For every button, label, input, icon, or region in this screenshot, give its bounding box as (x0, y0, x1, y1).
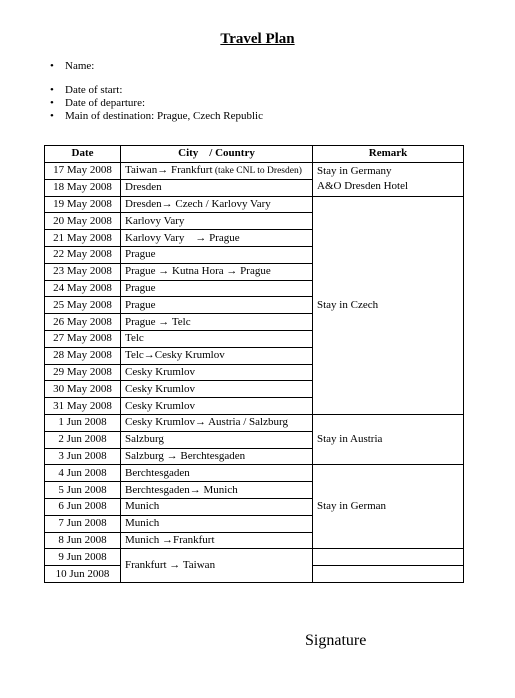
city-cell: Salzburg (121, 431, 313, 448)
city-cell: Prague (121, 246, 313, 263)
city-cell (121, 162, 313, 179)
city-cell: Munich →Frankfurt (121, 532, 313, 549)
remark-austria: Stay in Austria (313, 414, 464, 464)
remark-germany-line1: Stay in Germany (317, 165, 392, 178)
itinerary-table (44, 145, 464, 583)
header-remark: Remark (313, 146, 464, 163)
date-cell: 25 May 2008 (45, 297, 121, 314)
city-cell: Munich (121, 515, 313, 532)
document-title: Travel Plan (220, 31, 295, 47)
city-cell: Cesky Krumlov (121, 381, 313, 398)
date-cell: 28 May 2008 (45, 347, 121, 364)
table-row (45, 549, 464, 566)
date-cell: 3 Jun 2008 (45, 448, 121, 465)
city-cell: Munich (121, 498, 313, 515)
city-cell: Telc→Cesky Krumlov (121, 347, 313, 364)
header-city: City / Country (121, 146, 313, 163)
date-cell: 23 May 2008 (45, 263, 121, 280)
date-cell: 21 May 2008 (45, 230, 121, 247)
city-cell: Berchtesgaden→ Munich (121, 482, 313, 499)
city-cell: Karlovy Vary (121, 213, 313, 230)
date-cell: 4 Jun 2008 (45, 465, 121, 482)
remark-germany-line2: A&O Dresden Hotel (317, 180, 409, 193)
date-cell: 7 Jun 2008 (45, 515, 121, 532)
table-row (45, 465, 464, 482)
name-label: Name: (65, 60, 95, 72)
date-cell: 22 May 2008 (45, 246, 121, 263)
info-item-name: • Name: (50, 60, 95, 72)
city-cell: Prague (121, 297, 313, 314)
date-cell: 27 May 2008 (45, 330, 121, 347)
city-note: (take CNL to Dresden) (212, 165, 302, 176)
date-cell: 26 May 2008 (45, 314, 121, 331)
city-cell: Berchtesgaden (121, 465, 313, 482)
table-row (45, 162, 464, 179)
city-cell: Dresden→ Czech / Karlovy Vary (121, 196, 313, 213)
city-cell: Karlovy Vary → Prague (121, 230, 313, 247)
date-cell: 2 Jun 2008 (45, 431, 121, 448)
info-item-departure: • Date of departure: (50, 97, 146, 109)
date-cell: 20 May 2008 (45, 213, 121, 230)
date-cell: 8 Jun 2008 (45, 532, 121, 549)
city-cell: Prague (121, 280, 313, 297)
city-cell: Cesky Krumlov (121, 398, 313, 415)
table-row (45, 196, 464, 213)
city-cell: Dresden (121, 179, 313, 196)
city-cell: Prague → Kutna Hora → Prague (121, 263, 313, 280)
date-cell: 30 May 2008 (45, 381, 121, 398)
header-date: Date (45, 146, 121, 163)
city-cell: Frankfurt → Taiwan (121, 549, 313, 583)
date-cell: 19 May 2008 (45, 196, 121, 213)
info-item-start: • Date of start: (50, 84, 123, 96)
remark-german: Stay in German (313, 465, 464, 549)
city-cell: Salzburg → Berchtesgaden (121, 448, 313, 465)
start-date-label: Date of start: (65, 84, 123, 96)
date-cell: 10 Jun 2008 (45, 566, 121, 583)
date-cell: 31 May 2008 (45, 398, 121, 415)
departure-date-label: Date of departure: (65, 97, 146, 109)
city-cell: Cesky Krumlov→ Austria / Salzburg (121, 414, 313, 431)
remark-czech: Stay in Czech (313, 196, 464, 414)
date-cell: 29 May 2008 (45, 364, 121, 381)
table-row (45, 414, 464, 431)
header-row (45, 146, 464, 163)
city-text: Taiwan→ Frankfurt (125, 163, 213, 176)
trip-info-list (50, 60, 263, 123)
date-cell: 9 Jun 2008 (45, 549, 121, 566)
remark-empty (313, 549, 464, 566)
destination-label: Main of destination: Prague, Czech Republic (65, 110, 263, 122)
info-item-destination: • Main of destination: Prague, Czech Republic (50, 110, 263, 122)
date-cell: 18 May 2008 (45, 179, 121, 196)
city-cell: Cesky Krumlov (121, 364, 313, 381)
city-cell: Telc (121, 330, 313, 347)
remark-empty (313, 566, 464, 583)
date-cell: 24 May 2008 (45, 280, 121, 297)
city-cell: Prague → Telc (121, 314, 313, 331)
date-cell: 6 Jun 2008 (45, 498, 121, 515)
date-cell: 1 Jun 2008 (45, 414, 121, 431)
signature-label: Signature (305, 632, 367, 649)
date-cell: 5 Jun 2008 (45, 482, 121, 499)
remark-germany (313, 162, 464, 196)
date-cell: 17 May 2008 (45, 162, 121, 179)
